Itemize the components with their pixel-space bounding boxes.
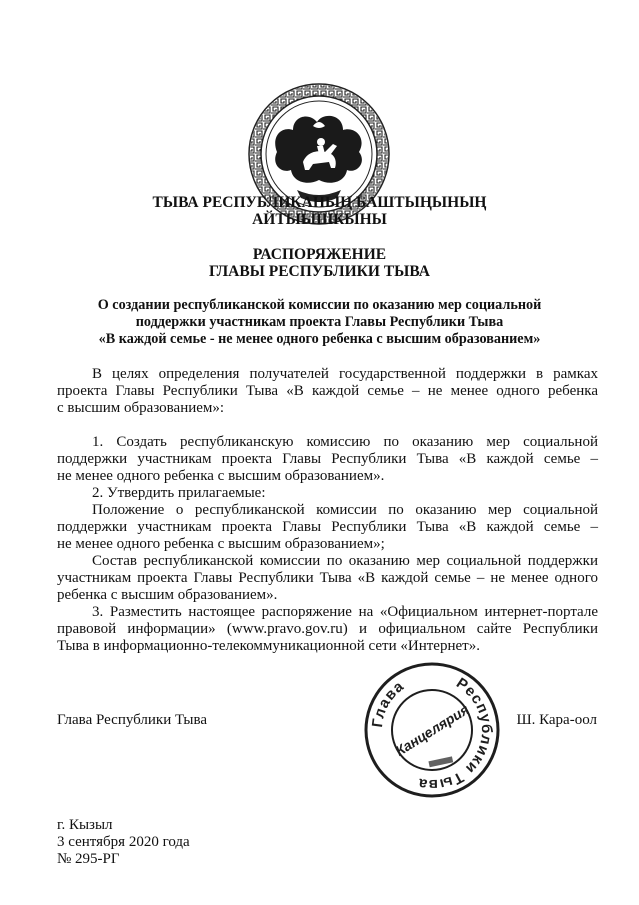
footer-city: г. Кызыл [57, 817, 113, 833]
item1-line: 1. Создать республиканскую комиссию по оказанию мер социальной [92, 434, 598, 450]
stamp-ring-prefix: Глава [368, 677, 408, 729]
item3-line: Тыва в информационно-телекоммуникационной сети «Интернет». [57, 638, 480, 654]
item1-line: поддержки участникам проекта Главы Республики Тыва «В каждой семье – [57, 451, 598, 467]
item2b-line: ребенка с высшим образованием». [57, 587, 278, 603]
item3-line: правовой информации» (www.pravo.gov.ru) и официальном сайте Республики [57, 621, 598, 637]
item2a-line: поддержки участникам проекта Главы Республики Тыва «В каждой семье – [57, 519, 598, 535]
document-type-line1: РАСПОРЯЖЕНИЕ [252, 246, 387, 263]
stamp-center-text: Канцелярия [392, 701, 472, 759]
document-type-line2: ГЛАВЫ РЕСПУБЛИКИ ТЫВА [209, 263, 430, 280]
subject-line3: «В каждой семье - не менее одного ребенка с высшим образованием» [98, 331, 541, 347]
header-title-line2: АЙТЫЫШКЫНЫ [252, 211, 387, 228]
intro-line: с высшим образованием»: [57, 400, 225, 416]
item2a-line: Положение о республиканской комиссии по оказанию мер социальной [92, 502, 598, 518]
item2-line: 2. Утвердить прилагаемые: [92, 485, 266, 501]
header-title-line1: ТЫВА РЕСПУБЛИКАНЫҢ БАШТЫҢЫНЫҢ [152, 194, 487, 211]
signature-name: Ш. Кара-оол [516, 712, 597, 728]
item3-line: 3. Разместить настоящее распоряжение на «Официальном интернет-портале [92, 604, 598, 620]
item2a-line: не менее одного ребенка с высшим образованием»; [57, 536, 385, 552]
stamp-ring-text: Республики Тыва [416, 674, 496, 794]
subject-line2: поддержки участникам проекта Главы Республики Тыва [135, 314, 504, 330]
item2b-line: участникам проекта Главы Республики Тыва «В каждой семье – не менее одного [57, 570, 598, 586]
footer-date: 3 сентября 2020 года [57, 834, 190, 850]
intro-line: проекта Главы Республики Тыва «В каждой семье – не менее одного ребенка [57, 383, 598, 399]
office-seal-stamp [362, 660, 502, 800]
item2b-line: Состав республиканской комиссии по оказанию мер социальной поддержки [92, 553, 598, 569]
intro-line: В целях определения получателей государственной поддержки в рамках [92, 366, 598, 382]
subject-line1: О создании республиканской комиссии по оказанию мер социальной [97, 297, 542, 313]
signature-position: Глава Республики Тыва [57, 712, 208, 728]
footer-number: № 295-РГ [57, 851, 120, 867]
item1-line: не менее одного ребенка с высшим образованием». [57, 468, 385, 484]
